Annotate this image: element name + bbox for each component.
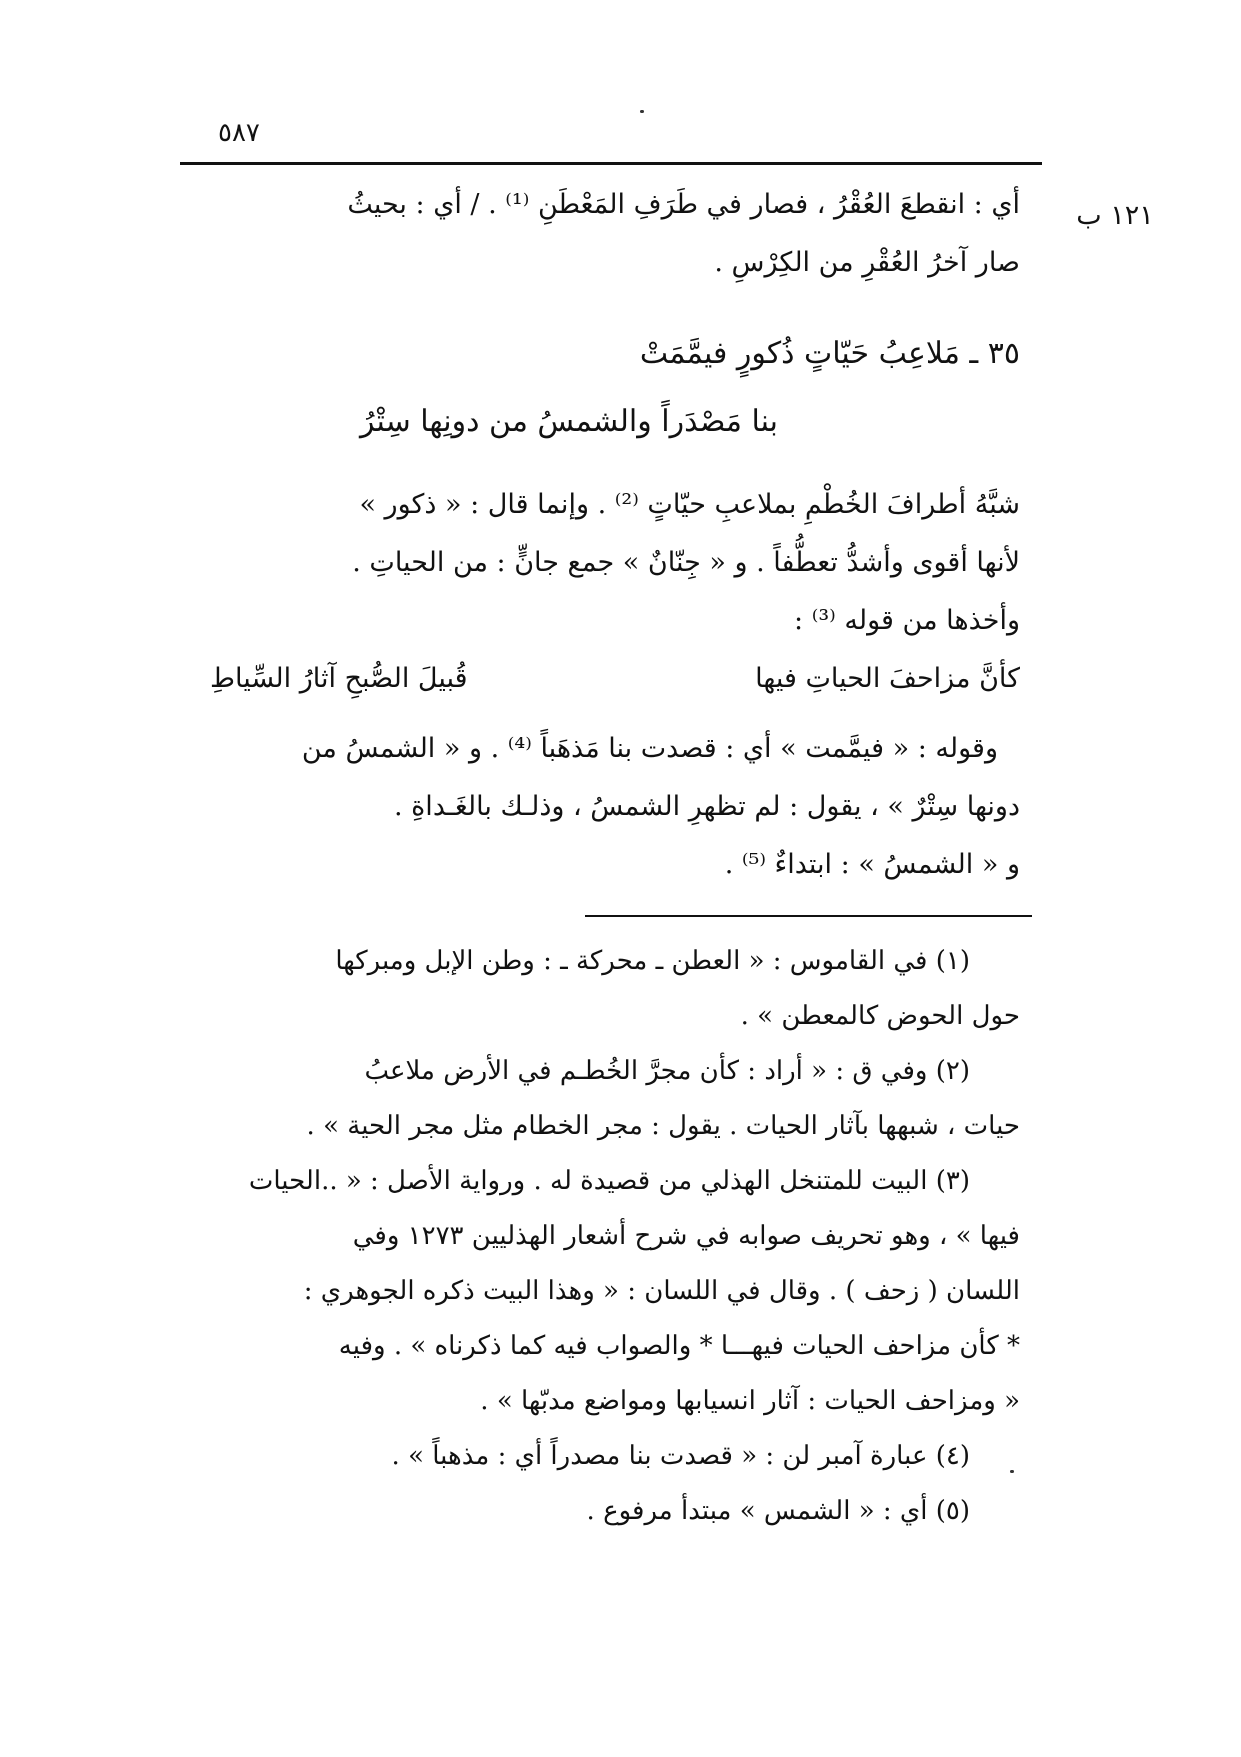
text-line: وأخذها من قوله ⁽³⁾ : [794, 605, 1020, 636]
scan-speck [1010, 1470, 1014, 1473]
margin-folio-reference: ١٢١ ب [1076, 200, 1154, 231]
verse-second-hemistich: بنا مَصْدَراً والشمسُ من دونِها سِتْرُ [360, 404, 779, 439]
footnote-5 [180, 1484, 1020, 1539]
text-line: و « الشمسُ » : ابتداءٌ ⁽⁵⁾ . [724, 849, 1020, 880]
footnote-line: حيات ، شبهها بآثار الحيات . يقول : مجر الخطام مثل مجر الحية » . [306, 1111, 1020, 1141]
footnote-line: « ومزاحف الحيات : آثار انسيابها ومواضع مدبّها » . [480, 1386, 1020, 1416]
footnote-line: (٥) أي : « الشمس » مبتدأ مرفوع . [586, 1496, 970, 1526]
text-line: وقوله : « فيمَّمت » أي : قصدت بنا مَذهَباً ⁽⁴⁾ . و « الشمسُ من [301, 733, 998, 764]
scan-speck [640, 110, 644, 113]
text-line: لأنها أقوى وأشدُّ تعطُّفاً . و « جِنّانٌ » جمع جانٍّ : من الحياتِ . [352, 547, 1020, 578]
commentary-block [180, 476, 1020, 650]
page-number: ٥٨٧ [218, 118, 260, 148]
footnote-4 [180, 1429, 1020, 1484]
text-line: شبَّهُ أطرافَ الخُطْمِ بملاعبِ حيّاتٍ ⁽²⁾ . وإنما قال : « ذكور » [359, 489, 1020, 520]
quoted-verse-second-hemistich: قُبيلَ الصُّبحِ آثارُ السِّياطِ [210, 663, 468, 694]
text-line: دونها سِتْرٌ » ، يقول : لم تظهرِ الشمسُ ، وذلـك بالغَـداةِ . [394, 791, 1020, 822]
header-rule [180, 162, 1042, 165]
footnote-line: * كأن مزاحف الحيات فيهـــا * والصواب فيه كما ذكرناه » . وفيه [338, 1331, 1020, 1361]
footnote-line: (٢) وفي ق : « أراد : كأن مجرَّ الخُطـم في الأرض ملاعبُ [364, 1056, 970, 1086]
footnote-line: فيها » ، وهو تحريف صوابه في شرح أشعار الهذليين ١٢٧٣ وفي [352, 1221, 1020, 1251]
footnote-1 [180, 934, 1020, 1044]
footnote-3 [180, 1154, 1020, 1429]
footnote-line: (٣) البيت للمتنخل الهذلي من قصيدة له . ورواية الأصل : « ..الحيات [248, 1166, 970, 1196]
footnote-2 [180, 1044, 1020, 1154]
verse-first-hemistich: ٣٥ ـ مَلاعِبُ حَيّاتٍ ذُكورٍ فيمَّمَتْ [639, 336, 1020, 371]
commentary-block-2 [180, 720, 1020, 894]
footnote-line: (١) في القاموس : « العطن ـ محركة ـ : وطن الإبل ومبركها [335, 946, 970, 976]
footnote-line: اللسان ( زحف ) . وقال في اللسان : « وهذا البيت ذكره الجوهري : [303, 1276, 1020, 1306]
text-line: أي : انقطعَ العُقْرُ ، فصار في طَرَفِ المَعْطَنِ ⁽¹⁾ . / أي : بحيثُ [347, 189, 1020, 220]
footnote-line: حول الحوض كالمعطن » . [740, 1001, 1020, 1031]
commentary-opening [180, 176, 1020, 292]
footnote-line: (٤) عبارة آمبر لن : « قصدت بنا مصدراً أي : مذهباً » . [391, 1441, 970, 1471]
quoted-verse-first-hemistich: كأنَّ مزاحفَ الحياتِ فيها [755, 663, 1020, 694]
footnotes [180, 934, 1020, 1539]
text-line: صار آخرُ العُقْرِ من الكِرْسِ . [714, 247, 1020, 278]
footnote-separator [585, 915, 1032, 917]
